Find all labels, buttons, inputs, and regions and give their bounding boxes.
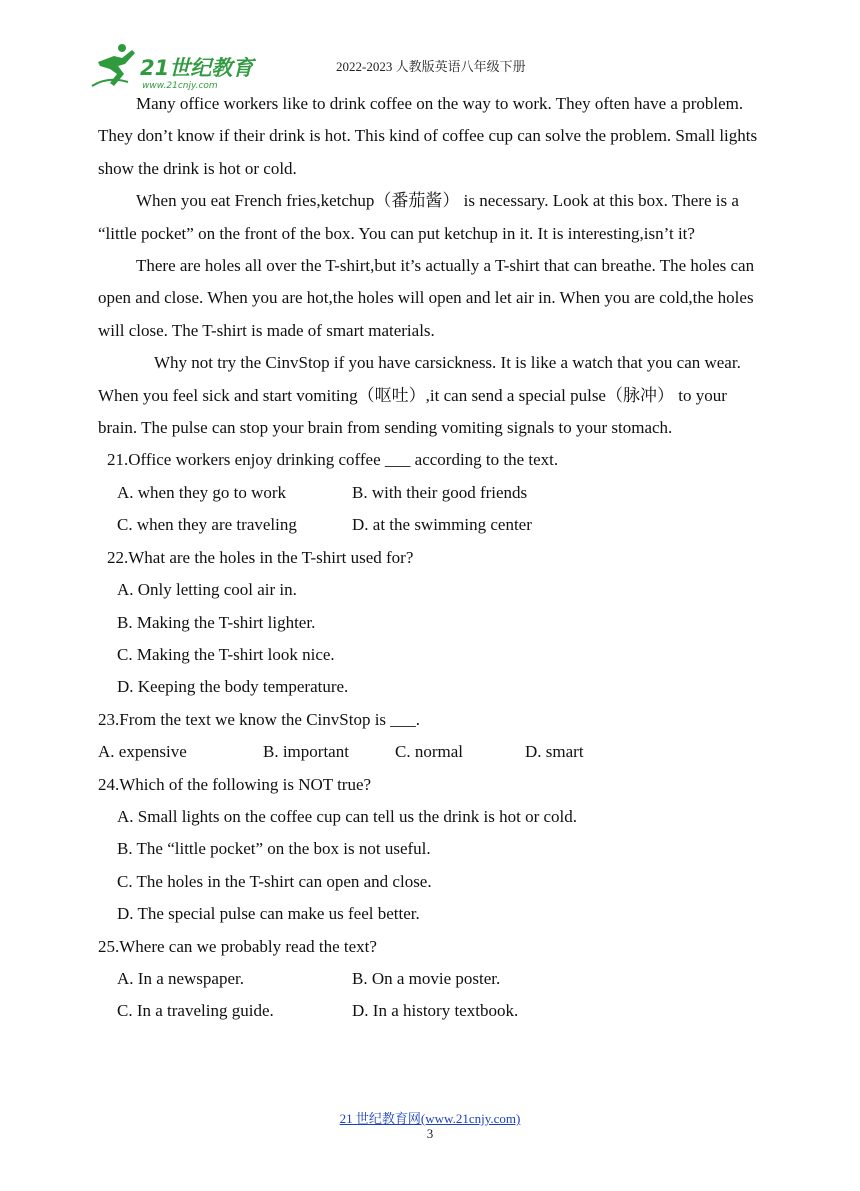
question-25: [98, 931, 764, 1028]
option-d: D. smart: [525, 742, 584, 762]
passage-paragraph-1: Many office workers like to drink coffee on the way to work. They often have a problem. They don’t know if their drink is hot. This kind of coffee cup can solve the problem. Small lights show the drink is hot or cold.: [98, 94, 758, 178]
option-b: B. On a movie poster.: [352, 968, 501, 988]
logo-url-text: www.21cnjy.com: [142, 81, 218, 91]
option-row: [98, 509, 764, 541]
option-b: B. Making the T-shirt lighter.: [117, 612, 316, 632]
option-d: D. Keeping the body temperature.: [117, 677, 349, 697]
option-c: C. when they are traveling: [117, 515, 297, 535]
footer-website-link[interactable]: 21 世纪教育网(www.21cnjy.com): [339, 1111, 521, 1126]
option-row: [98, 736, 764, 768]
page-number: 3: [426, 1126, 434, 1141]
option-a: A. Small lights on the coffee cup can tell us the drink is hot or cold.: [117, 806, 578, 826]
runner-icon: [92, 44, 135, 86]
option-row: [98, 477, 764, 509]
question-23: [98, 704, 764, 769]
option-d: D. The special pulse can make us feel better.: [117, 904, 420, 924]
question-stem: 23.From the text we know the CinvStop is ___.: [98, 709, 421, 729]
passage-paragraph-3: There are holes all over the T-shirt,but it’s actually a T-shirt that can breathe. The holes can open and close. When you are hot,the holes will open and let air in. When you are cold,the holes will close. The T-shirt is made of smart materials.: [98, 256, 755, 340]
option-row: [98, 963, 764, 995]
option-a: A. Only letting cool air in.: [117, 580, 297, 600]
site-logo: [88, 42, 263, 94]
option-b: B. important: [263, 742, 349, 762]
option-c: C. In a traveling guide.: [117, 1001, 274, 1021]
passage-paragraph-2: When you eat French fries,ketchup（番茄酱） is necessary. Look at this box. There is a “little pocket” on the front of the box. You can put ketchup in it. It is interesting,isn’t it?: [98, 191, 739, 243]
option-c: C. normal: [395, 742, 463, 762]
option-a: A. when they go to work: [117, 482, 287, 502]
option-b: B. The “little pocket” on the box is not useful.: [117, 839, 431, 859]
option-a: A. In a newspaper.: [117, 968, 244, 988]
option-b: B. with their good friends: [352, 482, 528, 502]
option-c: C. The holes in the T-shirt can open and close.: [117, 871, 432, 891]
passage-paragraph-4: Why not try the CinvStop if you have carsickness. It is like a watch that you can wear. When you feel sick and start vomiting（呕吐）,it can send a special pulse（脉冲） to your brain. The pulse can stop your brain from sending vomiting signals to your stomach.: [98, 353, 741, 438]
option-d: D. at the swimming center: [352, 515, 532, 535]
question-stem: 21.Office workers enjoy drinking coffee ___ according to the text.: [107, 450, 559, 470]
reading-section: [98, 88, 764, 1028]
header-title: 2022-2023 人教版英语八年级下册: [336, 59, 526, 74]
question-24: [98, 769, 764, 931]
question-stem: 25.Where can we probably read the text?: [98, 936, 377, 956]
option-a: A. expensive: [98, 742, 187, 762]
question-stem: 22.What are the holes in the T-shirt used for?: [107, 547, 414, 567]
logo-brand-text: 21世纪教育: [140, 56, 254, 80]
option-row: [98, 995, 764, 1027]
option-d: D. In a history textbook.: [352, 1001, 519, 1021]
question-stem: 24.Which of the following is NOT true?: [98, 774, 372, 794]
question-22: [98, 542, 764, 704]
option-c: C. Making the T-shirt look nice.: [117, 644, 335, 664]
question-21: [98, 444, 764, 541]
